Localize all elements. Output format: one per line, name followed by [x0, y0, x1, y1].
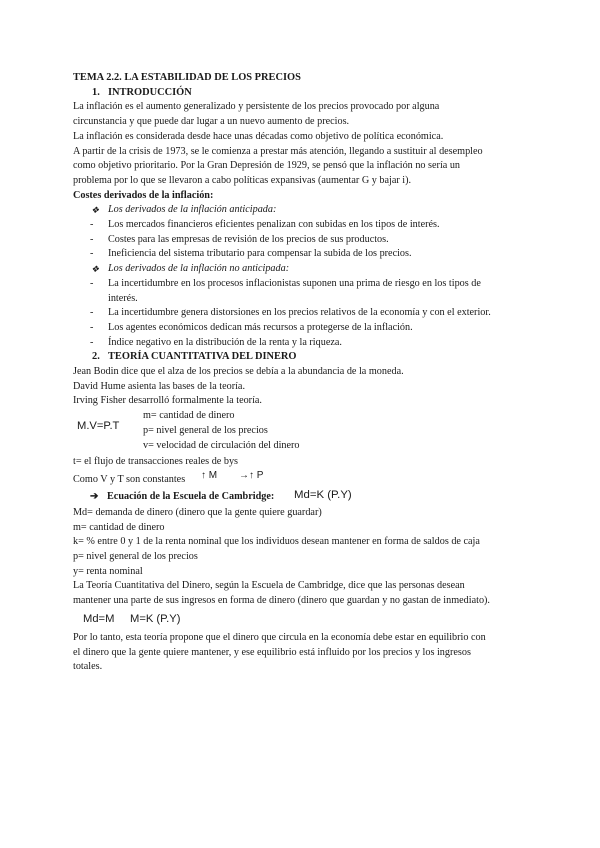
- definition-line: m= cantidad de dinero: [73, 521, 165, 533]
- list-item: [73, 233, 535, 248]
- dash-bullet: -: [90, 248, 94, 260]
- fisher-formula: M.V=P.T: [77, 420, 120, 433]
- list-item: [73, 247, 535, 262]
- paragraph-line: Irving Fisher desarrolló formalmente la teoría.: [73, 395, 262, 407]
- list-item: [73, 306, 535, 321]
- list-item-text: Ineficiencia del sistema tributario para compensar la subida de los precios.: [108, 248, 412, 260]
- section-heading-teoria: [73, 350, 535, 365]
- definition-line: t= el flujo de transacciones reales de bys: [73, 456, 239, 468]
- list-item: [73, 321, 535, 336]
- list-item: [73, 277, 535, 292]
- paragraph-line: Por lo tanto, esta teoría propone que el dinero que circula en la economía debe estar en equilibrio con: [73, 631, 486, 643]
- paragraph-line: como objetivo prioritario. Por la Gran Depresión de 1929, se pensó que la inflación no sería un: [73, 160, 461, 172]
- dash-bullet: -: [90, 336, 94, 348]
- list-item-text: La incertidumbre en los procesos inflacionistas suponen una prima de riesgo en los tipos de: [108, 277, 481, 289]
- cambridge-heading: [73, 488, 535, 506]
- costes-heading: Costes derivados de la inflación:: [73, 189, 214, 201]
- constants-statement: [73, 470, 535, 488]
- dash-bullet: -: [90, 321, 94, 333]
- constants-text: Como V y T son constantes: [73, 473, 186, 485]
- diamond-bullet-icon: ❖: [91, 264, 100, 275]
- cambridge-formula: Md=K (P.Y): [294, 488, 352, 501]
- subheading-label: Los derivados de la inflación no anticipada:: [108, 263, 290, 275]
- paragraph-line: La inflación es el aumento generalizado y persistente de los precios provocado por alguna: [73, 101, 440, 113]
- section-title: INTRODUCCIÓN: [108, 86, 192, 98]
- dash-bullet: -: [90, 277, 94, 289]
- subheading-anticipada: [73, 203, 535, 218]
- list-item-text: Índice negativo en la distribución de la renta y la riqueza.: [108, 336, 342, 348]
- document-body: [73, 71, 535, 675]
- increase-m-symbol: ↑ M: [201, 469, 218, 481]
- definition-line: p= nivel general de los precios: [143, 424, 268, 436]
- fisher-definitions: [143, 409, 300, 453]
- list-item-text: Los mercados financieros eficientes penalizan con subidas en los tipos de interés.: [108, 219, 440, 231]
- list-item-continuation: interés.: [108, 292, 138, 304]
- subheading-no-anticipada: [73, 262, 535, 277]
- list-item: [73, 218, 535, 233]
- list-item-text: Costes para las empresas de revisión de los precios de sus productos.: [108, 233, 389, 245]
- dash-bullet: -: [90, 307, 94, 319]
- paragraph-line: A partir de la crisis de 1973, se le comienza a prestar más atención, llegando a sustituir al desempleo: [73, 145, 483, 157]
- document-title: TEMA 2.2. LA ESTABILIDAD DE LOS PRECIOS: [73, 72, 301, 83]
- equation-m-k: M=K (P.Y): [130, 612, 181, 625]
- diamond-bullet-icon: ❖: [91, 205, 100, 216]
- equation-md-m: Md=M: [83, 612, 115, 625]
- paragraph-line: totales.: [73, 661, 103, 673]
- paragraph-line: David Hume asienta las bases de la teoría.: [73, 380, 245, 392]
- cambridge-label: Ecuación de la Escuela de Cambridge:: [107, 490, 275, 502]
- definition-line: p= nivel general de los precios: [73, 550, 198, 562]
- section-title: TEORÍA CUANTITATIVA DEL DINERO: [108, 351, 297, 363]
- definition-line: Md= demanda de dinero (dinero que la gente quiere guardar): [73, 506, 322, 518]
- list-item-text: Los agentes económicos dedican más recursos a protegerse de la inflación.: [108, 321, 413, 333]
- paragraph-line: problema por lo que se llevaron a cabo políticas expansivas (aumentar G y bajar i).: [73, 174, 412, 186]
- paragraph-line: Jean Bodin dice que el alza de los precios se debía a la abundancia de la moneda.: [73, 366, 404, 378]
- definition-line: v= velocidad de circulación del dinero: [143, 439, 300, 451]
- definition-line: m= cantidad de dinero: [143, 410, 235, 422]
- definition-line: k= % entre 0 y 1 de la renta nominal que los individuos desean mantener en forma de saldos de caja: [73, 536, 480, 548]
- paragraph-line: La Teoría Cuantitativa del Dinero, según la Escuela de Cambridge, dice que las personas desean: [73, 580, 465, 592]
- list-item: [73, 336, 535, 351]
- paragraph-line: La inflación es considerada desde hace unas décadas como objetivo de política económica.: [73, 130, 444, 142]
- subheading-label: Los derivados de la inflación anticipada:: [108, 204, 277, 216]
- definition-line: y= renta nominal: [73, 565, 143, 577]
- equilibrium-equations: [73, 609, 535, 631]
- list-item-text: La incertidumbre genera distorsiones en los precios relativos de la economía y con el exterior.: [108, 307, 491, 319]
- paragraph-line: mantener una parte de sus ingresos en forma de dinero (dinero que guardan y no gastan de inmediato).: [73, 595, 490, 607]
- fisher-equation-block: [73, 409, 535, 455]
- section-number: 1.: [92, 86, 100, 98]
- paragraph-line: el dinero que la gente quiere mantener, y ese equilibrio está influido por los precios y los ingresos: [73, 646, 471, 658]
- section-number: 2.: [92, 351, 100, 363]
- arrow-right-icon: ➔: [90, 490, 99, 502]
- section-heading-introduccion: [73, 86, 535, 101]
- dash-bullet: -: [90, 219, 94, 231]
- dash-bullet: -: [90, 233, 94, 245]
- increase-p-symbol: →↑ P: [239, 469, 264, 481]
- paragraph-line: circunstancia y que puede dar lugar a un nuevo aumento de precios.: [73, 116, 350, 128]
